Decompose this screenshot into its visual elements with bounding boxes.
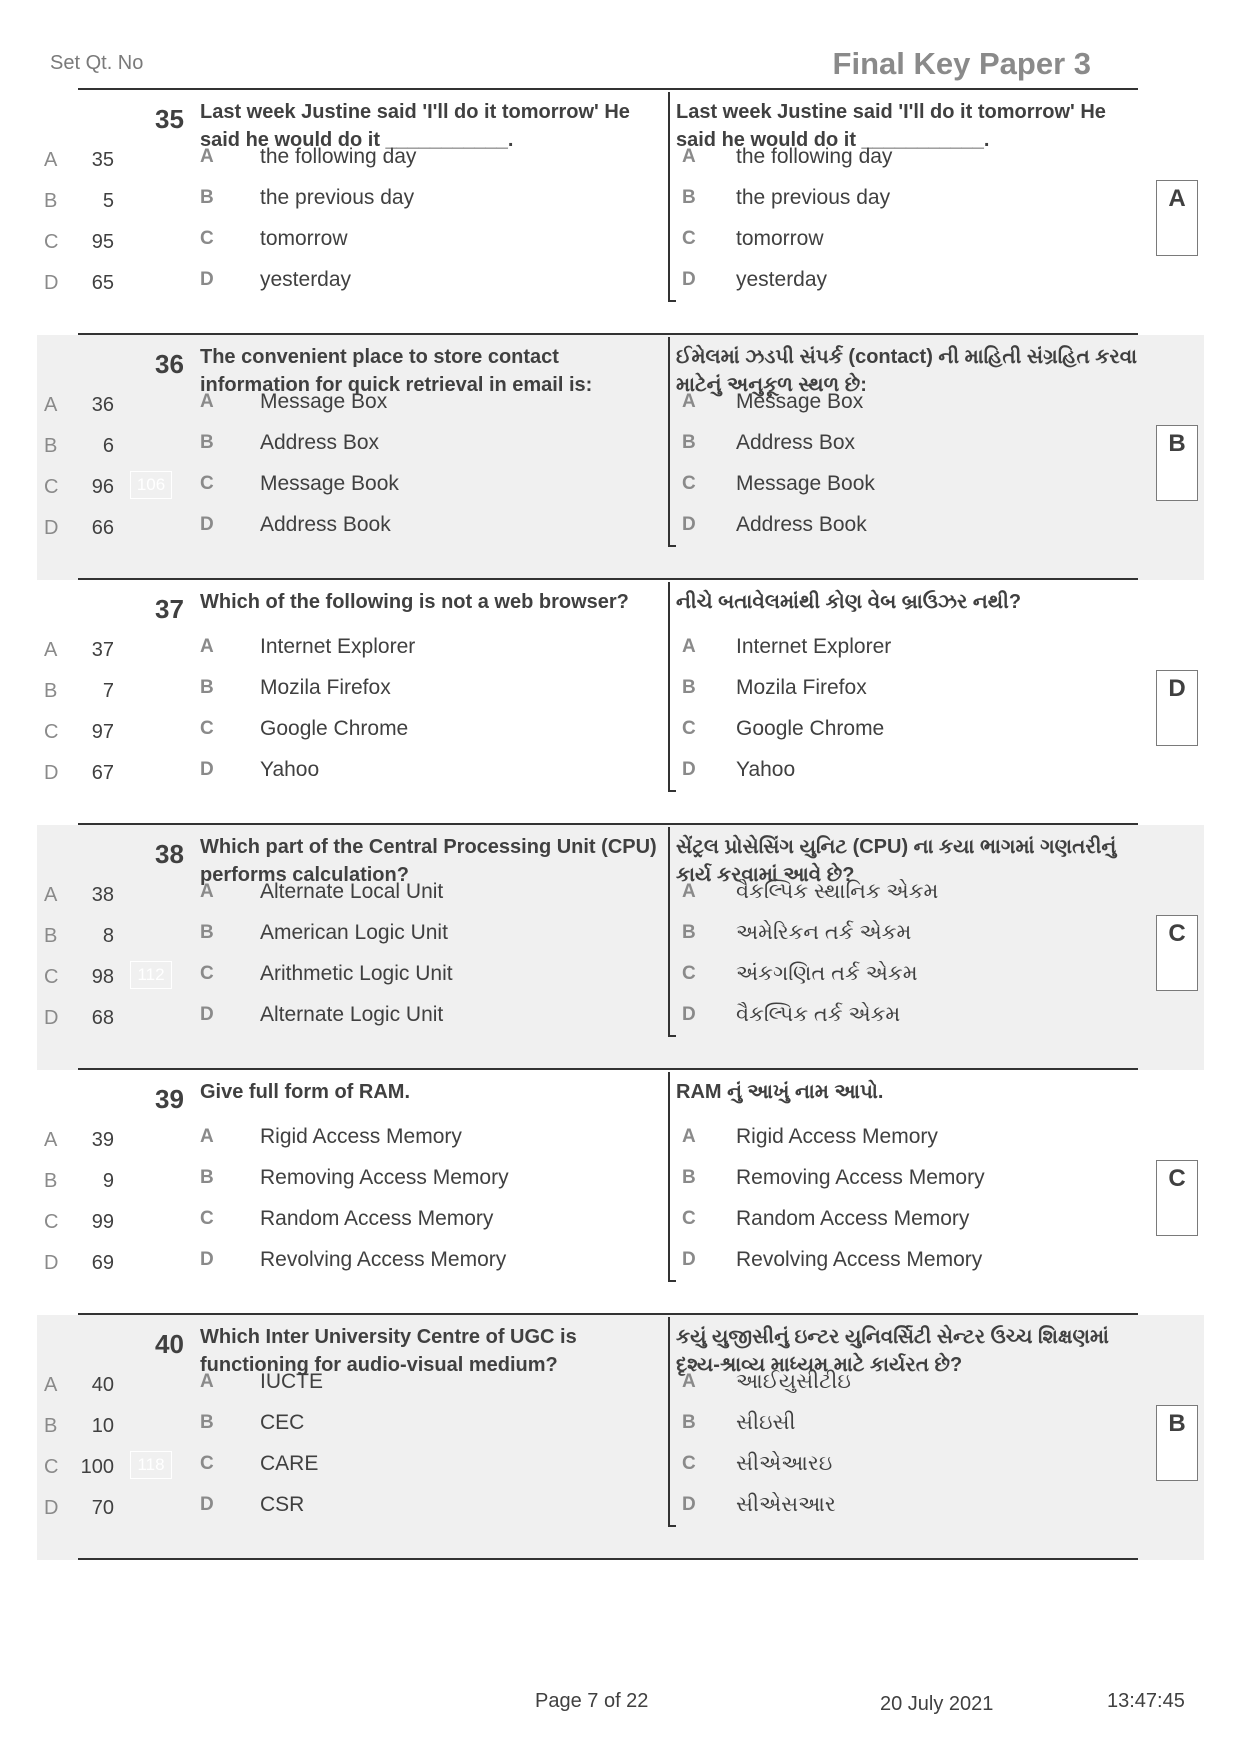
option-text-gujarati: Revolving Access Memory [736,1248,983,1271]
option-letter-english: C [200,718,214,739]
question-text-gujarati: ઈમેલમાં ઝડપી સંપર્ક (contact) ની માહિતી સંગ્રહિત કરવા માટેનું અનુકૂળ સ્થળ છે: [676,346,1138,396]
set-question-number: 69 [91,1252,114,1274]
option-letter-english: A [200,1126,214,1147]
set-letter: C [44,476,59,498]
option-text-english: Rigid Access Memory [260,1125,462,1148]
set-question-number: 37 [91,639,114,661]
option-letter-english: D [200,1494,214,1515]
set-question-number: 7 [102,680,114,702]
option-letter-gujarati: D [682,1494,696,1515]
set-letter: D [44,762,59,784]
set-question-number: 8 [102,925,114,947]
question-text-gujarati: કયું યુજીસીનું ઇન્ટર યુનિવર્સિટી સેન્ટર ઉચ્ચ શિક્ષણમાં દૃશ્ય-શ્રાવ્ય માધ્યમ માટે કાર્યરત છે? [676,1326,1109,1376]
set-letter: B [44,925,58,947]
option-letter-english: A [200,1371,214,1392]
answer-key-box [1156,425,1198,501]
option-letter-english: B [200,187,214,208]
option-text-gujarati: Message Box [736,390,864,413]
question-block [37,1315,1204,1560]
question-text-gujarati: RAM નું આખું નામ આપો. [676,1081,884,1103]
option-text-english: Alternate Local Unit [260,880,444,903]
option-row [0,1120,1241,1160]
set-question-number: 97 [91,721,114,743]
option-text-gujarati: Google Chrome [736,717,885,740]
option-text-english: yesterday [260,268,352,291]
set-question-number: 99 [91,1211,114,1233]
question-text-english: Which of the following is not a web browser? [200,591,629,613]
option-letter-english: A [200,391,214,412]
option-row [0,222,1241,262]
option-letter-english: D [200,1249,214,1270]
option-text-gujarati: સીએઆરઇ [736,1452,833,1475]
option-letter-gujarati: A [682,1126,696,1147]
option-text-gujarati: the previous day [736,186,891,209]
set-question-number: 96 [91,476,114,498]
question-text-gujarati: Last week Justine said 'I'll do it tomorrow' He said he would do it ___________. [676,101,1106,151]
option-text-gujarati: Message Book [736,472,875,495]
option-letter-gujarati: B [682,1412,696,1433]
option-text-english: Internet Explorer [260,635,416,658]
option-row [0,1365,1241,1405]
option-letter-gujarati: B [682,432,696,453]
answer-key-box [1156,180,1198,256]
set-letter: D [44,1007,59,1029]
question-divider [78,1558,1138,1560]
option-text-english: Address Box [260,431,380,454]
set-letter: D [44,517,59,539]
option-row [0,140,1241,180]
option-letter-gujarati: C [682,228,696,249]
set-question-number: 36 [91,394,114,416]
option-text-english: Alternate Logic Unit [260,1003,444,1026]
option-text-gujarati: Mozila Firefox [736,676,867,699]
option-row [0,181,1241,221]
option-text-english: Address Book [260,513,391,536]
option-text-english: American Logic Unit [260,921,448,944]
set-letter: A [44,149,58,171]
set-question-number: 40 [91,1374,114,1396]
option-text-english: Google Chrome [260,717,409,740]
option-letter-gujarati: D [682,1249,696,1270]
answer-key-letter: A [1168,185,1186,212]
option-text-gujarati: Removing Access Memory [736,1166,985,1189]
option-text-gujarati: સીઇસી [736,1411,796,1434]
option-text-english: Mozila Firefox [260,676,391,699]
option-letter-gujarati: D [682,269,696,290]
set-letter: B [44,680,58,702]
question-text-english: Last week Justine said 'I'll do it tomorrow' He said he would do it ___________. [200,101,630,151]
set-letter: A [44,639,58,661]
option-letter-gujarati: A [682,636,696,657]
answer-key-box [1156,1405,1198,1481]
option-row [0,508,1241,548]
question-number: 39 [155,1084,184,1114]
option-text-english: the previous day [260,186,415,209]
option-letter-english: B [200,432,214,453]
question-number: 35 [155,104,184,134]
set-letter: A [44,1374,58,1396]
question-text-english: Which part of the Central Processing Unit (CPU) performs calculation? [200,836,657,886]
answer-key-letter: B [1168,430,1186,457]
option-text-gujarati: Rigid Access Memory [736,1125,938,1148]
option-letter-english: A [200,881,214,902]
option-text-english: Message Box [260,390,388,413]
option-letter-english: D [200,514,214,535]
set-question-number: 65 [91,272,114,294]
answer-key-letter: D [1168,675,1186,702]
answer-key-box [1156,915,1198,991]
option-letter-gujarati: A [682,146,696,167]
set-question-number: 68 [91,1007,114,1029]
set-question-number: 5 [102,190,114,212]
option-letter-english: B [200,677,214,698]
set-question-number: 67 [91,762,114,784]
question-block [0,90,1241,335]
option-row [0,426,1241,466]
footer-time: 13:47:45 [1107,1690,1185,1712]
option-row [0,671,1241,711]
faint-box-label: 106 [130,471,172,499]
option-letter-english: B [200,1412,214,1433]
option-text-gujarati: વૈકલ્પિક તર્ક એકમ [736,1003,901,1026]
question-number: 37 [155,594,184,624]
faint-box-label: 118 [130,1451,172,1479]
set-question-number: 95 [91,231,114,253]
set-question-number: 39 [91,1129,114,1151]
option-row [0,753,1241,793]
set-question-number: 9 [102,1170,114,1192]
option-text-english: Message Book [260,472,399,495]
option-letter-english: B [200,922,214,943]
set-letter: C [44,966,59,988]
option-text-english: Revolving Access Memory [260,1248,507,1271]
set-letter: B [44,1415,58,1437]
option-text-gujarati: સીએસઆર [736,1493,836,1516]
option-row [0,1202,1241,1242]
option-text-gujarati: Random Access Memory [736,1207,970,1230]
question-block [0,580,1241,825]
question-number: 40 [155,1329,184,1359]
set-letter: A [44,884,58,906]
option-text-english: CARE [260,1452,319,1475]
option-text-english: IUCTE [260,1370,323,1393]
question-block [0,1070,1241,1315]
set-letter: A [44,1129,58,1151]
option-text-english: CSR [260,1493,305,1516]
option-text-english: Yahoo [260,758,320,781]
set-question-number: 6 [102,435,114,457]
option-row [0,1243,1241,1283]
option-row [0,1488,1241,1528]
question-list [0,90,1241,1560]
set-question-number: 38 [91,884,114,906]
option-letter-english: D [200,269,214,290]
option-text-gujarati: Internet Explorer [736,635,892,658]
set-question-number: 70 [91,1497,114,1519]
option-letter-english: D [200,1004,214,1025]
set-letter: C [44,1211,59,1233]
option-letter-english: D [200,759,214,780]
option-letter-gujarati: C [682,963,696,984]
question-text-english: Which Inter University Centre of UGC is functioning for audio-visual medium? [200,1326,577,1376]
option-row [0,916,1241,956]
set-question-number: 98 [91,966,114,988]
set-qt-no-label: Set Qt. No [50,52,144,74]
set-letter: A [44,394,58,416]
answer-key-letter: C [1168,920,1186,947]
question-text-english: The convenient place to store contact information for quick retrieval in email is: [200,346,593,396]
option-text-english: Arithmetic Logic Unit [260,962,453,985]
question-text-gujarati: નીચે બતાવેલમાંથી કોણ વેબ બ્રાઉઝર નથી? [676,591,1022,613]
answer-key-box [1156,1160,1198,1236]
answer-key-letter: C [1168,1165,1186,1192]
question-text-gujarati: સેંટ્રલ પ્રોસેસિંગ યુનિટ (CPU) ના કયા ભાગમાં ગણતરીનું કાર્ય કરવામાં આવે છે? [676,836,1117,886]
option-text-gujarati: Address Book [736,513,867,536]
set-letter: C [44,721,59,743]
option-row [0,630,1241,670]
option-row [0,467,1241,507]
option-letter-english: C [200,1208,214,1229]
option-text-english: tomorrow [260,227,348,250]
question-block [37,825,1204,1070]
option-letter-gujarati: B [682,922,696,943]
option-text-gujarati: આઈયુસીટીઇ [736,1370,851,1393]
option-text-gujarati: અંકગણિત તર્ક એકમ [736,962,918,985]
option-text-gujarati: Yahoo [736,758,796,781]
page-number: Page 7 of 22 [535,1690,649,1712]
option-row [0,1161,1241,1201]
option-text-gujarati: Address Box [736,431,856,454]
option-letter-gujarati: C [682,718,696,739]
option-row [0,712,1241,752]
option-letter-english: C [200,228,214,249]
question-number: 38 [155,839,184,869]
option-row [0,263,1241,303]
option-letter-gujarati: B [682,187,696,208]
option-row [0,957,1241,997]
option-text-english: Random Access Memory [260,1207,494,1230]
option-letter-english: C [200,963,214,984]
option-row [0,875,1241,915]
option-text-english: the following day [260,145,417,168]
option-text-english: CEC [260,1411,305,1434]
option-text-gujarati: tomorrow [736,227,824,250]
option-letter-gujarati: D [682,514,696,535]
set-question-number: 66 [91,517,114,539]
option-letter-gujarati: A [682,1371,696,1392]
option-letter-gujarati: C [682,1453,696,1474]
option-letter-gujarati: B [682,677,696,698]
footer-date: 20 July 2021 [880,1693,994,1715]
set-question-number: 35 [91,149,114,171]
set-letter: D [44,1252,59,1274]
set-letter: B [44,190,58,212]
option-letter-gujarati: C [682,1208,696,1229]
set-question-number: 10 [91,1415,114,1437]
set-letter: D [44,272,59,294]
option-row [0,385,1241,425]
option-letter-gujarati: B [682,1167,696,1188]
set-question-number: 100 [80,1456,114,1478]
option-text-gujarati: વૈકલ્પિક સ્થાનિક એકમ [736,880,939,903]
answer-key-letter: B [1168,1410,1186,1437]
option-letter-english: A [200,636,214,657]
option-letter-english: B [200,1167,214,1188]
option-text-gujarati: the following day [736,145,893,168]
answer-key-box [1156,670,1198,746]
faint-box-label: 112 [130,961,172,989]
option-letter-english: A [200,146,214,167]
set-letter: D [44,1497,59,1519]
set-letter: C [44,1456,59,1478]
option-row [0,1447,1241,1487]
option-letter-english: C [200,473,214,494]
set-letter: B [44,435,58,457]
option-letter-gujarati: D [682,759,696,780]
option-text-gujarati: અમેરિકન તર્ક એકમ [736,921,912,944]
question-block [37,335,1204,580]
set-letter: B [44,1170,58,1192]
question-number: 36 [155,349,184,379]
option-letter-gujarati: A [682,391,696,412]
option-row [0,998,1241,1038]
option-letter-gujarati: C [682,473,696,494]
question-text-english: Give full form of RAM. [200,1081,410,1103]
option-text-gujarati: yesterday [736,268,828,291]
option-letter-english: C [200,1453,214,1474]
page-title: Final Key Paper 3 [832,46,1091,81]
option-row [0,1406,1241,1446]
option-text-english: Removing Access Memory [260,1166,509,1189]
set-letter: C [44,231,59,253]
option-letter-gujarati: A [682,881,696,902]
option-letter-gujarati: D [682,1004,696,1025]
